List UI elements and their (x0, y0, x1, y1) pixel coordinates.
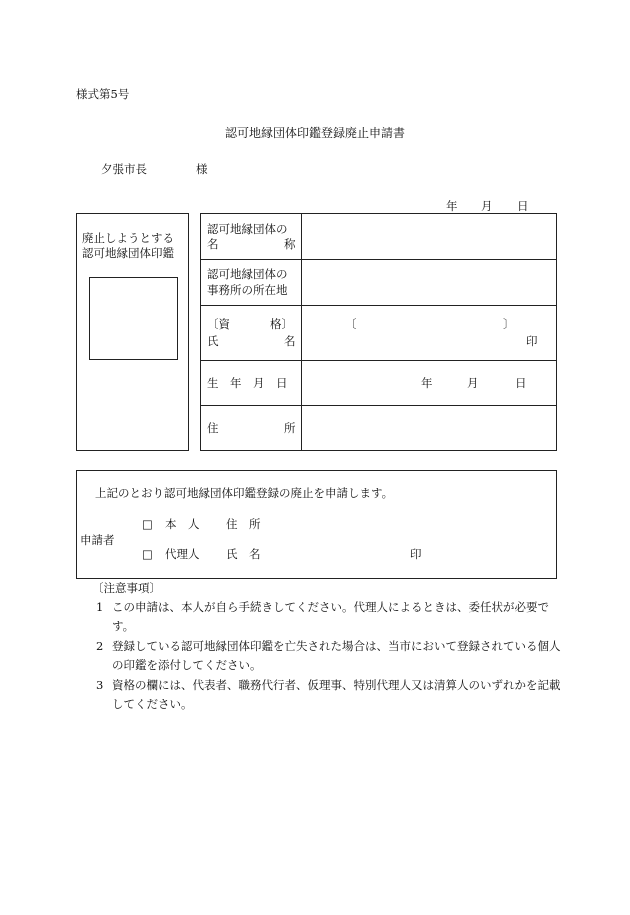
note-number: 2 (96, 639, 104, 653)
note-item-3 (96, 676, 566, 714)
date-year-label: 年 (446, 199, 458, 213)
row-rep-name-a: 氏 (207, 334, 219, 348)
representative-name-field[interactable] (302, 333, 517, 357)
addressee-office: 夕張市長 (101, 162, 147, 176)
applicant-label: 申請者 (80, 533, 115, 547)
qualification-field[interactable] (358, 314, 498, 332)
addressee-honorific: 様 (196, 162, 208, 176)
row-qualification-close: 格〕 (270, 317, 293, 331)
applicant-address-label: 住 所 (226, 517, 261, 531)
row-name-label-line2b: 称 (284, 237, 296, 251)
qualification-bracket-close: 〕 (503, 317, 515, 331)
row-address-label-b: 所 (284, 421, 296, 435)
address-field[interactable] (302, 406, 556, 450)
note-text: この申請は、本人が自ら手続きしてください。代理人によるときは、委任状が必要です。 (112, 600, 549, 633)
note-text: 資格の欄には、代表者、職務代行者、仮理事、特別代理人又は清算人のいずれかを記載してください。 (112, 678, 561, 711)
applicant-address-field[interactable] (275, 514, 545, 532)
form-number: 様式第5号 (76, 87, 130, 101)
note-number: 1 (96, 600, 104, 614)
row-birth-label: 生 年 月 日 (207, 376, 288, 390)
self-checkbox[interactable]: □ (142, 517, 153, 531)
notes-heading: 〔注意事項〕 (92, 581, 161, 595)
note-item-1 (96, 598, 566, 636)
row-office-label-line1: 認可地縁団体の (207, 267, 288, 281)
row-qualification-open: 〔資 (207, 317, 230, 331)
row-office-label-line2: 事務所の所在地 (207, 283, 288, 297)
table-divider-2 (200, 305, 557, 306)
seal-stamp-area[interactable] (89, 277, 178, 360)
applicant-seal-mark: 印 (410, 547, 422, 561)
note-number: 3 (96, 678, 104, 692)
note-item-2 (96, 637, 566, 675)
representative-seal-mark: 印 (526, 334, 538, 348)
row-name-label-line1: 認可地縁団体の (207, 222, 288, 236)
row-name-label-line2a: 名 (207, 237, 219, 251)
row-rep-name-b: 名 (284, 334, 296, 348)
office-address-field[interactable] (302, 260, 556, 305)
birth-day-label: 日 (515, 376, 527, 390)
agent-checkbox[interactable]: □ (142, 547, 153, 561)
birth-month-label: 月 (467, 376, 479, 390)
birth-year-label: 年 (421, 376, 433, 390)
note-text: 登録している認可地縁団体印鑑を亡失された場合は、当市において登録されている個人の印鑑を添付してください。 (112, 639, 561, 672)
association-name-field[interactable] (302, 214, 556, 259)
birth-date-field[interactable] (302, 361, 556, 405)
row-address-label-a: 住 (207, 421, 219, 435)
qualification-bracket-open: 〔 (345, 317, 357, 331)
applicant-name-field[interactable] (275, 544, 405, 562)
applicant-name-label: 氏 名 (226, 547, 261, 561)
applicant-statement: 上記のとおり認可地縁団体印鑑登録の廃止を申請します。 (95, 486, 394, 500)
date-day-label: 日 (517, 199, 529, 213)
seal-box-label-line2: 認可地縁団体印鑑 (82, 246, 174, 260)
seal-box-label-line1: 廃止しようとする (82, 231, 174, 245)
self-label: 本 人 (165, 517, 200, 531)
agent-label: 代理人 (165, 547, 200, 561)
page-title: 認可地縁団体印鑑登録廃止申請書 (224, 126, 405, 140)
date-month-label: 月 (481, 199, 493, 213)
